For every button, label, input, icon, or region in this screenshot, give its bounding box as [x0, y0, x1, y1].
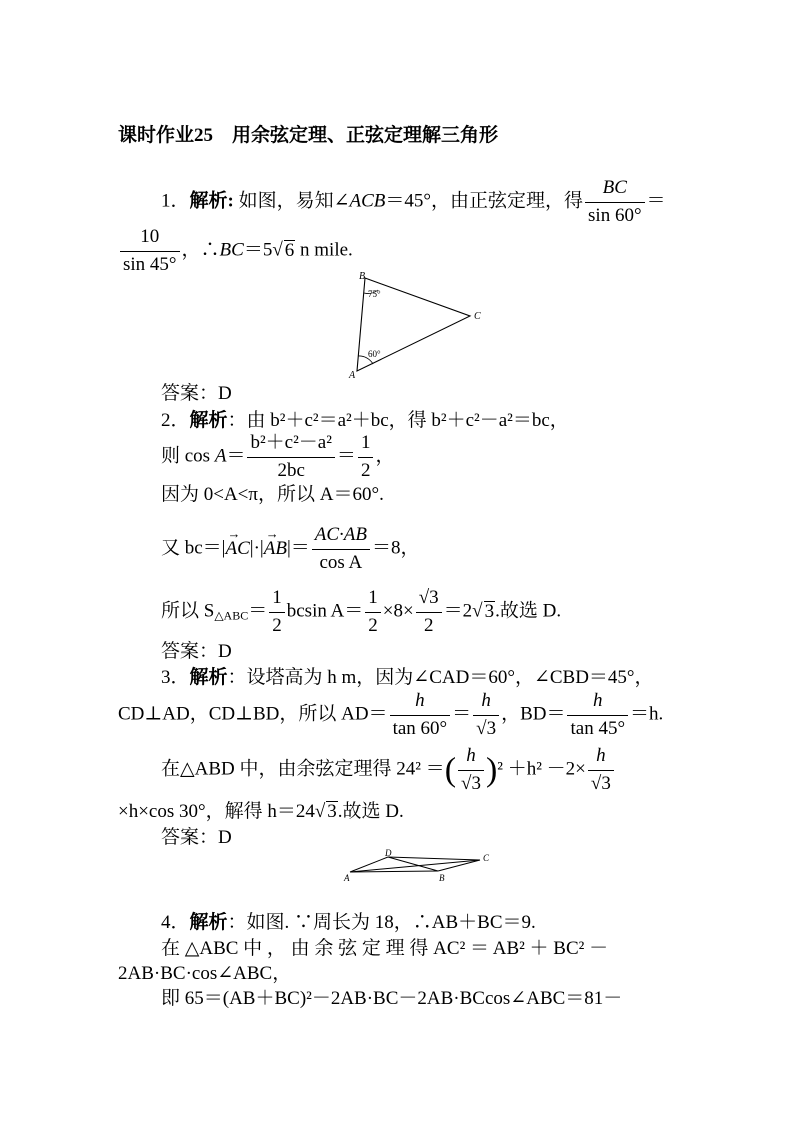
p3-line2: CD⊥AD，CD⊥BD，所以 AD＝ $\frac{h}{\tan 60^\circ}$ ＝ $\frac{h}{√3}$ ，BD＝ $\frac{h}{\tan 45^\circ}$ ＝h.: [118, 690, 664, 739]
p2-answer: 答案：D: [161, 641, 232, 662]
p2-fraction-dot: $\frac{AC\cdot AB}{\text{cos A}}$: [312, 524, 370, 575]
p2-line3: 因为 0<A<π，所以 A＝60°.: [161, 484, 384, 505]
p2-line5: 所以 $S_{\triangle ABC}=$ $\frac{1}{2}$ bcsin A＝ $\frac{1}{2}$ ×8× $\frac{√3}{2}$ ＝2√ 3.故选 D.: [161, 587, 562, 636]
vertex-a-label: A: [344, 873, 350, 883]
angle-b-label: 75°: [368, 289, 381, 299]
quadrilateral-figure: [340, 848, 500, 884]
p4-line1: 4．解析：如图. ∵周长为 18，∴AB＋BC＝9.: [161, 912, 536, 933]
p4-line2: 在 △ABC 中 ， 由 余 弦 定 理 得 AC² ＝ AB² ＋ BC² －: [161, 938, 609, 959]
angle-a-label: 60°: [368, 349, 381, 359]
p3-line3: 在△ABD 中，由余弦定理得 24² ＝( $\frac{h}{√3}$ )² ＋h² －2× $\frac{h}{√3}$: [161, 745, 616, 796]
p2-line4: 又 bc＝|→ AC|·|→ AB|＝ $\frac{AC\cdot AB}{\text{cos A}}$ ＝8，: [161, 524, 420, 575]
p1-line2: $\frac{10}{\sin 45^\circ}$ ，∴BC＝5√ 6 n mile.: [118, 226, 353, 277]
p1-fraction-10: $\frac{10}{\sin 45^\circ}$: [120, 226, 180, 277]
vertex-a-label: A: [349, 370, 356, 381]
p2-fraction-cos: $\frac{\text{b²＋c²－a²}}{2bc}$: [247, 432, 334, 483]
vertex-b-label: B: [439, 873, 445, 883]
p1-label: 解析:: [189, 190, 234, 212]
p2-line2: 则 cos A＝ $\frac{\text{b²＋c²－a²}}{2bc}$ ＝ $\frac{1}{2}$ ，: [161, 432, 395, 481]
triangle-figure: [345, 268, 495, 383]
p3-line4: ×h×cos 30°，解得 h＝24√ 3.故选 D.: [118, 801, 404, 822]
vertex-b-label: B: [359, 271, 366, 282]
vertex-c-label: C: [483, 853, 490, 863]
p1-num: 1．: [161, 190, 190, 212]
p1-answer: 答案：D: [161, 383, 232, 404]
p1-line1: 1．解析: 如图，易知∠ACB＝45°，由正弦定理，得 $\frac{BC}{\sin 60^\circ}$ ＝: [161, 177, 666, 226]
p4-line4: 即 65＝(AB＋BC)²－2AB·BC－2AB·BCcos∠ABC＝81－: [161, 988, 623, 1009]
p2-line1: 2．解析：由 b²＋c²＝a²＋bc，得 b²＋c²－a²＝bc，: [161, 410, 569, 431]
p1-fraction-bc: $\frac{BC}{\sin 60^\circ}$: [585, 177, 645, 228]
page-title: 课时作业25 用余弦定理、正弦定理解三角形: [118, 125, 499, 146]
p3-answer: 答案：D: [161, 827, 232, 848]
vertex-c-label: C: [474, 311, 481, 322]
p4-line3: 2AB·BC·cos∠ABC，: [118, 963, 292, 984]
p3-line1: 3．解析：设塔高为 h m，因为∠CAD＝60°，∠CBD＝45°，: [161, 667, 654, 688]
vertex-d-label: D: [385, 848, 392, 858]
